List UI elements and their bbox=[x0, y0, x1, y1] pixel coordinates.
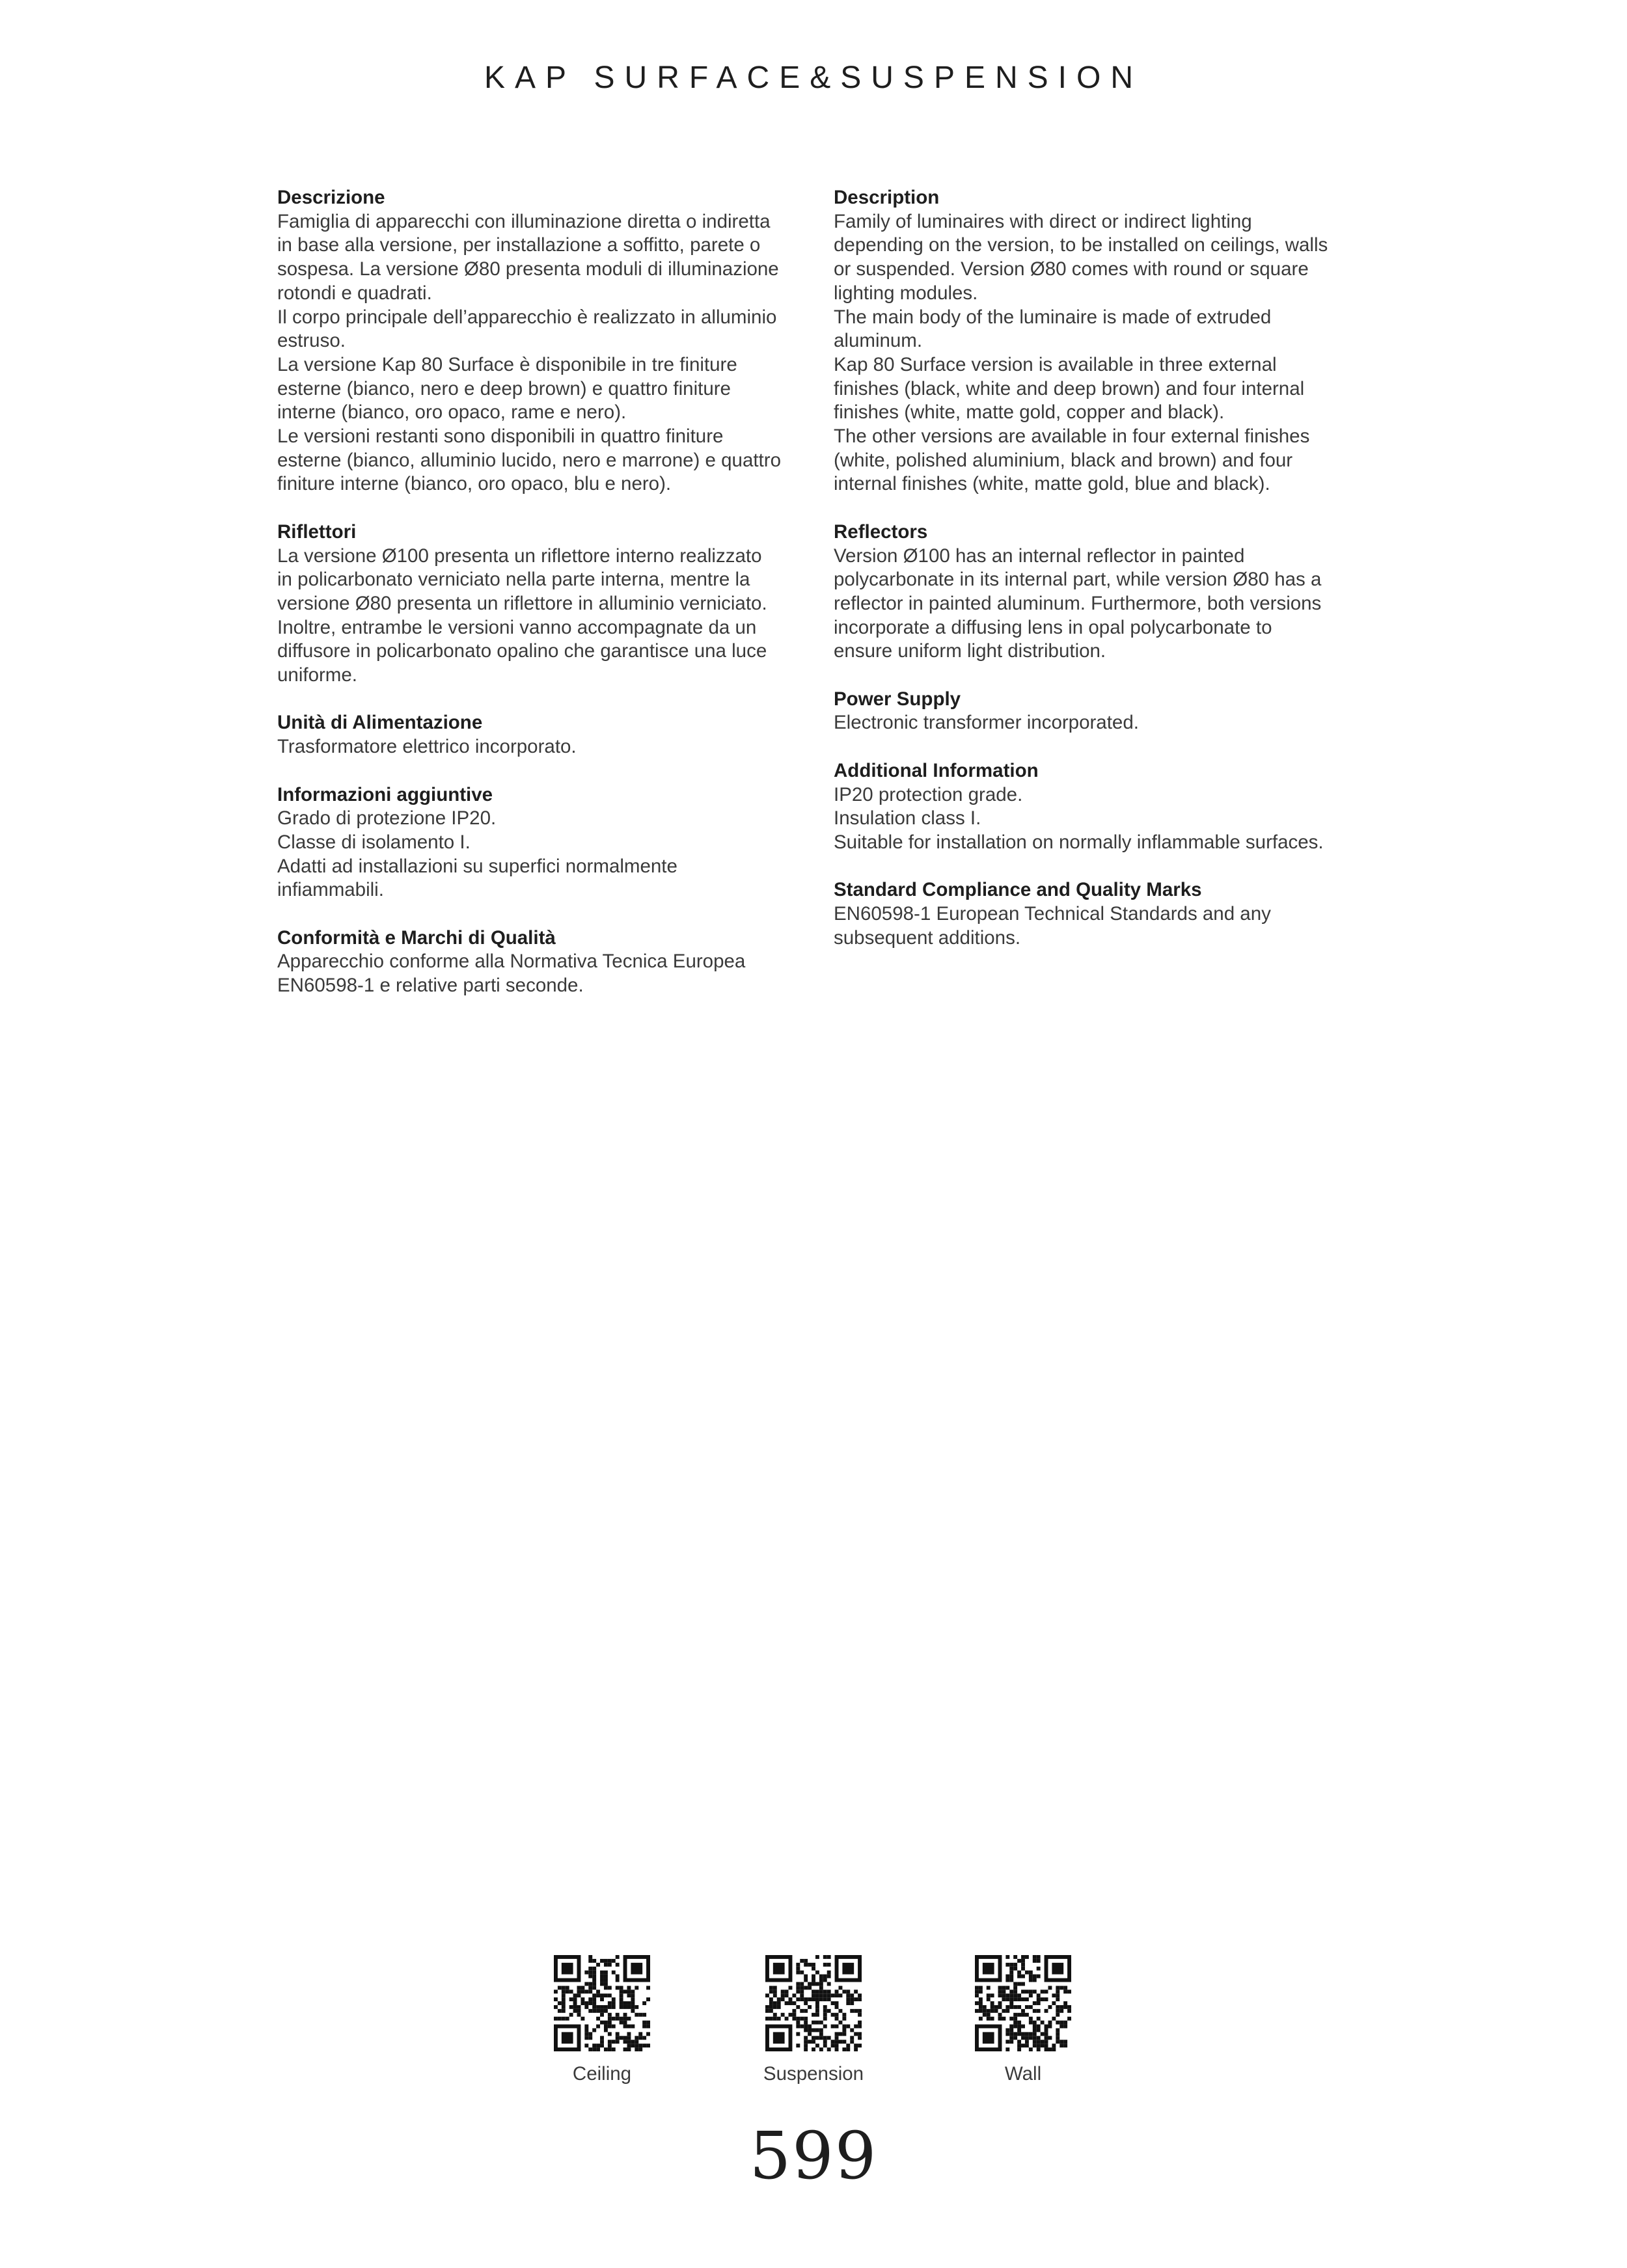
qr-label: Suspension bbox=[763, 2063, 864, 2085]
section-power-supply bbox=[834, 688, 1361, 735]
section-heading: Power Supply bbox=[834, 688, 961, 710]
section-heading: Informazioni aggiuntive bbox=[277, 783, 493, 805]
qr-code-icon[interactable] bbox=[554, 1955, 650, 2051]
section-body: Family of luminaires with direct or indirect lighting depending on the version, to be installed on ceilings, walls or suspended. Version Ø80 comes with round or square lighting modules. The main body of the luminaire is made of extruded aluminum. Kap 80 Surface version is available in three external finishes (black, white and deep brown) and four internal finishes (white, matte gold, copper and black). The other versions are available in four external finishes (white, polished aluminium, black and brown) and four internal finishes (white, matte gold, blue and black). bbox=[834, 210, 1328, 495]
section-body: Famiglia di apparecchi con illuminazione diretta o indiretta in base alla versione, per installazione a soffitto, parete o sospesa. La versione Ø80 presenta moduli di illuminazione rotondi e quadrati. Il corpo principale dell’apparecchio è realizzato in alluminio estruso. La versione Kap 80 Surface è disponibile in tre finiture esterne (bianco, nero e deep brown) e quattro finiture interne (bianco, oro opaco, rame e nero). Le versioni restanti sono disponibili in quattro finiture esterne (bianco, alluminio lucido, nero e marrone) e quattro finiture interne (bianco, oro opaco, blu e nero). bbox=[277, 210, 781, 495]
section-informazioni bbox=[277, 783, 798, 903]
qr-code-icon[interactable] bbox=[765, 1955, 862, 2051]
section-body: Version Ø100 has an internal reflector in painted polycarbonate in its internal part, while version Ø80 has a reflector in painted aluminum. Furthermore, both versions incorporate a diffusing lens in opal polycarbonate to ensure uniform light distribution. bbox=[834, 545, 1322, 662]
qr-label: Ceiling bbox=[572, 2063, 632, 2085]
section-body: EN60598-1 European Technical Standards and any subsequent additions. bbox=[834, 903, 1271, 949]
section-heading: Unità di Alimentazione bbox=[277, 712, 483, 734]
section-description bbox=[834, 186, 1361, 496]
qr-code-icon[interactable] bbox=[975, 1955, 1071, 2051]
section-body: Apparecchio conforme alla Normativa Tecnica Europea EN60598-1 e relative parti seconde. bbox=[277, 951, 746, 997]
section-descrizione bbox=[277, 186, 798, 496]
section-heading: Conformità e Marchi di Qualità bbox=[277, 926, 556, 949]
english-column bbox=[834, 186, 1361, 974]
qr-suspension[interactable] bbox=[742, 1955, 885, 2085]
section-body: Grado di protezione IP20. Classe di isolamento I. Adatti ad installazioni su superfici normalmente infiammabili. bbox=[277, 807, 677, 901]
section-body: IP20 protection grade. Insulation class I. Suitable for installation on normally inflammable surfaces. bbox=[834, 783, 1324, 853]
section-alimentazione bbox=[277, 711, 798, 759]
section-heading: Standard Compliance and Quality Marks bbox=[834, 879, 1202, 901]
section-riflettori bbox=[277, 520, 798, 688]
section-heading: Additional Information bbox=[834, 759, 1039, 781]
qr-wall[interactable] bbox=[951, 1955, 1095, 2085]
section-reflectors bbox=[834, 520, 1361, 664]
qr-ceiling[interactable] bbox=[530, 1955, 674, 2085]
section-heading: Riflettori bbox=[277, 520, 357, 543]
section-additional-information bbox=[834, 759, 1361, 855]
section-heading: Description bbox=[834, 187, 940, 208]
section-heading: Descrizione bbox=[277, 187, 385, 208]
section-heading: Reflectors bbox=[834, 520, 928, 543]
page-number: 599 bbox=[749, 2118, 878, 2194]
qr-label: Wall bbox=[1004, 2063, 1042, 2085]
section-body: La versione Ø100 presenta un riflettore interno realizzato in policarbonato verniciato nella parte interna, mentre la versione Ø80 presenta un riflettore in alluminio verniciato. Inoltre, entrambe le versioni vanno accompagnate da un diffusore in policarbonato opalino che garantisce una luce uniforme. bbox=[277, 545, 767, 686]
page-title: KAP SURFACE&SUSPENSION bbox=[484, 61, 1143, 95]
section-conformita bbox=[277, 926, 798, 998]
section-body: Trasformatore elettrico incorporato. bbox=[277, 736, 577, 758]
section-body: Electronic transformer incorporated. bbox=[834, 712, 1139, 734]
italian-column bbox=[277, 186, 798, 1022]
section-standard-compliance bbox=[834, 878, 1361, 950]
